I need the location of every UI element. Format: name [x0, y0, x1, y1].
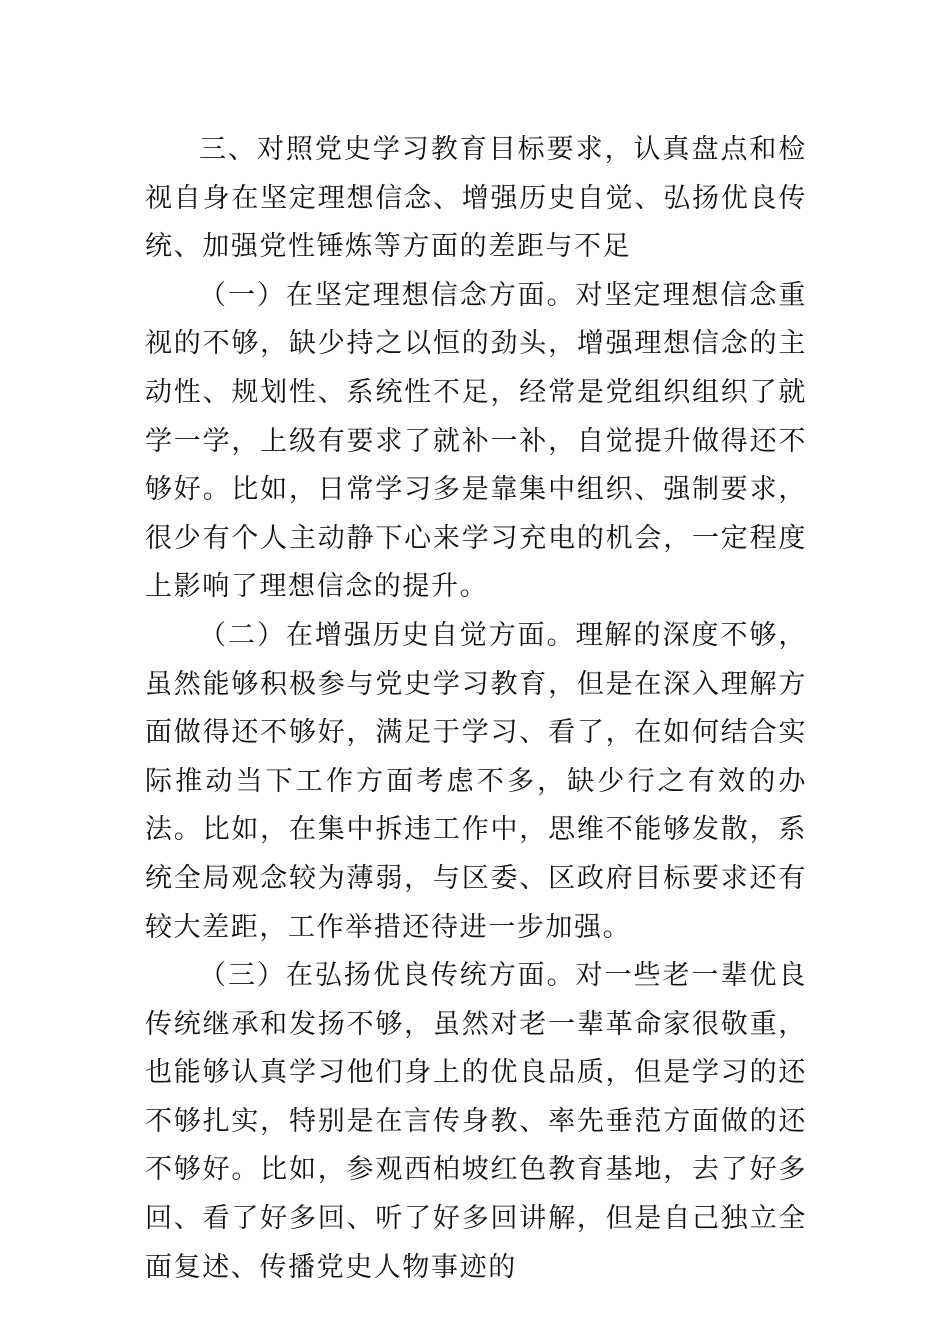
document-body [145, 126, 807, 1292]
section-heading-paragraph: 三、对照党史学习教育目标要求，认真盘点和检视自身在坚定理想信念、增强历史自觉、弘扬优良传统、加强党性锤炼等方面的差距与不足 [145, 134, 807, 263]
paragraph-historical-awareness: （二）在增强历史自觉方面。理解的深度不够，虽然能够积极参与党史学习教育，但是在深入理解方面做得还不够好，满足于学习、看了，在如何结合实际推动当下工作方面考虑不多，缺少行之有效的办法。比如，在集中拆违工作中，思维不能够发散，系统全局观念较为薄弱，与区委、区政府目标要求还有较大差距，工作举措还待进一步加强。 [145, 619, 807, 943]
paragraph-ideals-beliefs: （一）在坚定理想信念方面。对坚定理想信念重视的不够，缺少持之以恒的劲头，增强理想信念的主动性、规划性、系统性不足，经常是党组织组织了就学一学，上级有要求了就补一补，自觉提升做得还不够好。比如，日常学习多是靠集中组织、强制要求，很少有个人主动静下心来学习充电的机会，一定程度上影响了理想信念的提升。 [145, 279, 807, 603]
paragraph-fine-traditions: （三）在弘扬优良传统方面。对一些老一辈优良传统继承和发扬不够，虽然对老一辈革命家很敬重，也能够认真学习他们身上的优良品质，但是学习的还不够扎实，特别是在言传身教、率先垂范方面做的还不够好。比如，参观西柏坡红色教育基地，去了好多回、看了好多回、听了好多回讲解，但是自己独立全面复述、传播党史人物事迹的 [145, 960, 807, 1283]
